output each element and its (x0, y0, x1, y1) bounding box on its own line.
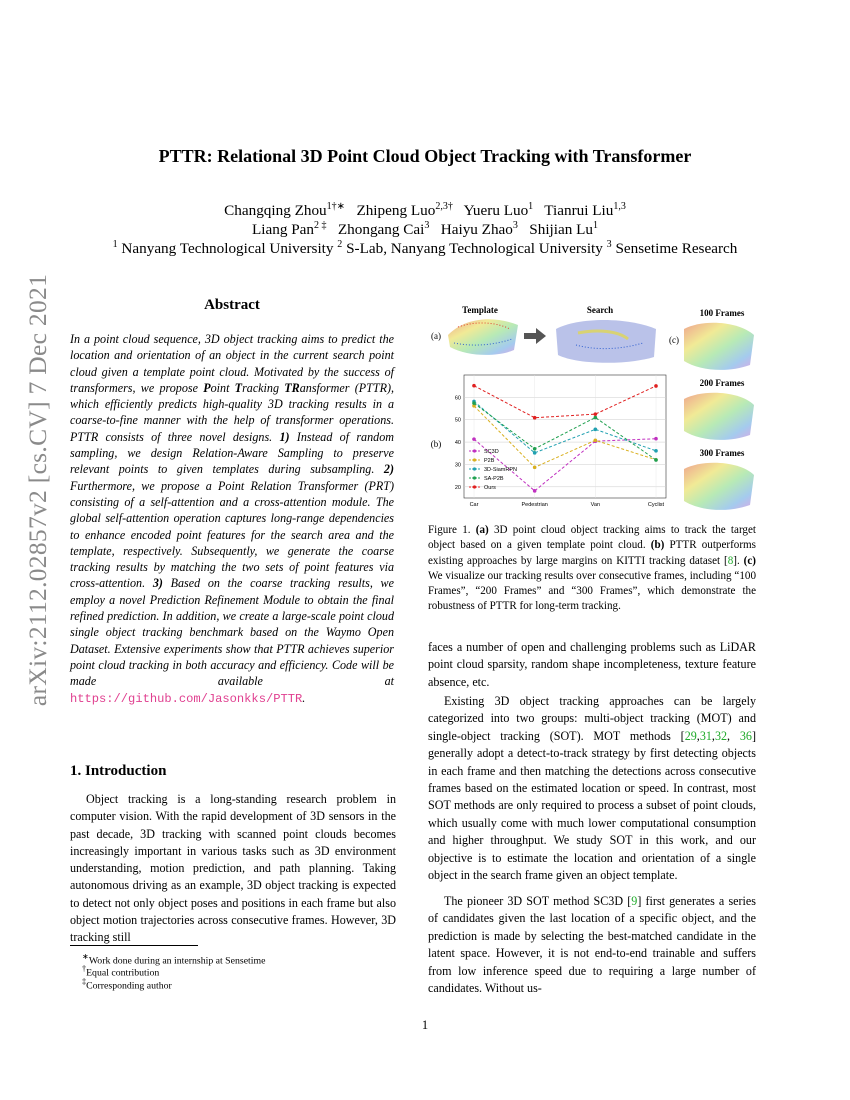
data-point (533, 416, 537, 420)
search-label: Search (586, 305, 614, 315)
citation-link[interactable]: 31 (699, 728, 712, 743)
author: Yueru Luo$^1$ (463, 201, 534, 220)
data-point (654, 437, 658, 441)
legend-marker (473, 458, 476, 461)
x-tick-label: Van (590, 502, 601, 508)
y-tick-label: 20 (454, 484, 461, 491)
data-point (594, 439, 598, 443)
legend-label: SC3D (484, 449, 499, 455)
legend-marker (473, 449, 476, 452)
line-chart (455, 375, 666, 508)
data-point (533, 489, 537, 493)
author: Zhipeng Luo$^{2,3\dagger}$ (356, 201, 453, 220)
data-point (533, 466, 537, 470)
panel-label-c: (c) (669, 335, 679, 345)
arrow-icon (524, 328, 546, 344)
abstract-body: In a point cloud sequence, 3D object tracking aims to predict the location and orientation of an object in the current search point cloud given a template point cloud. Motivated by the success of transformers, we propose Point Tracking TRansformer (PTTR), which efficiently predicts high-quality 3D tracking results in a coarse-to-fine manner with the help of transformer operations. PTTR consists of three novel designs. 1) Instead of random sampling, we design Relation-Aware Sampling to preserve relevant points to given templates during subsampling. 2) Furthermore, we propose a Point Relation Transformer (PRT) consisting of a self-attention and a cross-attention module. The global self-attention operation captures long-range dependencies to enhance encoded point features for the search area and the template, respectively. Subsequently, we generate the coarse tracking results by matching the two sets of point features via cross-attention. 3) Based on the coarse tracking results, we employ a novel Prediction Refinement Module to obtain the final refined prediction. In addition, we create a large-scale point cloud single object tracking benchmark based on the Waymo Open Dataset. Extensive experiments show that PTTR achieves superior point cloud tracking in both accuracy and efficiency. Code will be made available at https://github.com/Jasonkks/PTTR. (70, 332, 395, 706)
y-tick-label: 40 (454, 440, 461, 447)
author: Tianrui Liu$^{1,3}$ (544, 201, 626, 220)
citation-link[interactable]: 9 (631, 894, 638, 908)
intro-paragraph: Object tracking is a long-standing research problem in computer vision. With the rapid development of 3D sensors in the past decade, 3D tracking with scanned point clouds becomes increasingly important in various tasks such as 3D environment understanding, motion prediction, and path planning. Taking autonomous driving as an example, 3D object tracking is expected to detect not only object poses and positions in each frame but also object motion trajectories across consecutive frames. However, 3D tracking still (70, 792, 396, 945)
citation-link[interactable]: 36 (739, 728, 752, 743)
y-tick-label: 30 (454, 462, 461, 469)
data-point (654, 458, 658, 462)
footnote: ‡Corresponding author (82, 977, 172, 992)
footnote: ∗Work done during an internship at Sensetime (82, 952, 266, 967)
intro-heading: 1. Introduction (70, 763, 167, 779)
data-point (533, 451, 537, 455)
panel-label-b: (b) (430, 439, 442, 449)
col2-paragraph-2: The pioneer 3D SOT method SC3D [9] first generates a series of candidates given the last location of a specific object, and the prediction is made by selecting the best-matched candidate in the latent space. However, it is not end-to-end trainable and suffers from low inference speed due to requiring a large number of candidates. Without us- (428, 894, 756, 996)
affiliation-line (60, 239, 790, 258)
legend-label: Ours (484, 485, 496, 491)
citation-link[interactable]: 29 (684, 728, 697, 743)
frames-100-label: 100 Frames (699, 308, 745, 318)
github-link[interactable]: https://github.com/Jasonkks/PTTR (70, 691, 303, 706)
frames-200-cloud (684, 393, 754, 440)
data-point (594, 412, 598, 416)
col2-paragraph-0: faces a number of open and challenging problems such as LiDAR point cloud sparsity, random shape incompleteness, texture feature absence, etc. (428, 640, 756, 689)
y-tick-label: 60 (454, 395, 461, 402)
abstract-heading: Abstract (204, 297, 260, 313)
legend-marker (473, 485, 476, 488)
frames-300-cloud (684, 463, 754, 510)
author-line-1 (60, 201, 790, 220)
y-tick-label: 50 (454, 417, 461, 424)
paper-title: PTTR: Relational 3D Point Cloud Object Tracking with Transformer (158, 146, 692, 166)
author: Zhongang Cai$^3$ (337, 220, 430, 239)
template-point-cloud (448, 319, 518, 355)
author-line-2 (60, 220, 790, 239)
template-label: Template (462, 305, 498, 315)
x-tick-label: Pedestrian (521, 502, 548, 508)
legend-label: SA-P2B (484, 476, 504, 482)
page-number: 1 (421, 1018, 429, 1032)
frames-300-label: 300 Frames (699, 448, 745, 458)
affiliation: $^1$ Nanyang Technological University (112, 239, 334, 258)
legend-label: P2B (484, 458, 495, 464)
legend-marker (473, 476, 476, 479)
figure-caption: Figure 1. (a) 3D point cloud object tracking aims to track the target object based on a given template point cloud. (b) PTTR outperforms existing approaches by large margins on KITTI tracking dataset [8]. (c) We visualize our tracking results over consecutive frames, including “100 Frames”, “200 Frames” and “300 Frames”, which demonstrate the robustness of PTTR for long-term tracking. (428, 524, 756, 613)
legend-label: 3D-SiamRPN (484, 467, 518, 473)
data-point (654, 384, 658, 388)
x-tick-label: Cyclist (647, 502, 665, 508)
author: Shijian Lu$^1$ (529, 220, 598, 239)
x-tick-label: Car (469, 502, 479, 508)
frames-100-cloud (684, 323, 754, 370)
author: Liang Pan$^{2 \ddagger}$ (252, 220, 327, 239)
data-point (533, 447, 537, 451)
frames-200-label: 200 Frames (699, 378, 745, 388)
footnote: †Equal contribution (82, 964, 160, 979)
data-point (654, 449, 658, 453)
data-point (472, 437, 476, 441)
arxiv-id-text: arXiv:2112.02857v2 [cs.CV] 7 Dec 2021 (23, 273, 52, 707)
legend-marker (473, 467, 476, 470)
author: Haiyu Zhao$^3$ (440, 220, 518, 239)
search-point-cloud (556, 320, 656, 363)
affiliation: $^2$ S-Lab, Nanyang Technological University (337, 239, 603, 258)
footnote-divider (70, 945, 198, 946)
citation-link[interactable]: 8 (727, 554, 734, 567)
data-point (594, 416, 598, 420)
citation-link[interactable]: 32 (714, 728, 728, 743)
author: Changqing Zhou$^{1\dagger∗}$ (224, 201, 346, 220)
figure-1 (428, 295, 760, 517)
arxiv-side-stamp (8, 273, 68, 707)
data-point (472, 401, 476, 405)
data-point (594, 428, 598, 432)
affiliation: $^3$ Sensetime Research (606, 239, 738, 258)
panel-label-a: (a) (431, 331, 441, 341)
data-point (472, 384, 476, 388)
col2-paragraph-1: Existing 3D object tracking approaches can be largely categorized into two groups: multi-object tracking (MOT) and single-object tracking (SOT). MOT methods [29,31,32, 36] generally adopt a detect-to-track strategy by first detecting objects in each frame and then matching the detections across consecutive frames based on the estimated location or speed. In contrast, most SOT methods are only required to process a subset of point clouds, which usually come with much lower computational consumption and higher throughput. We study SOT in this work, and our objective is to estimate the location and orientation of a single object in the search frame given an object template. (428, 694, 756, 883)
